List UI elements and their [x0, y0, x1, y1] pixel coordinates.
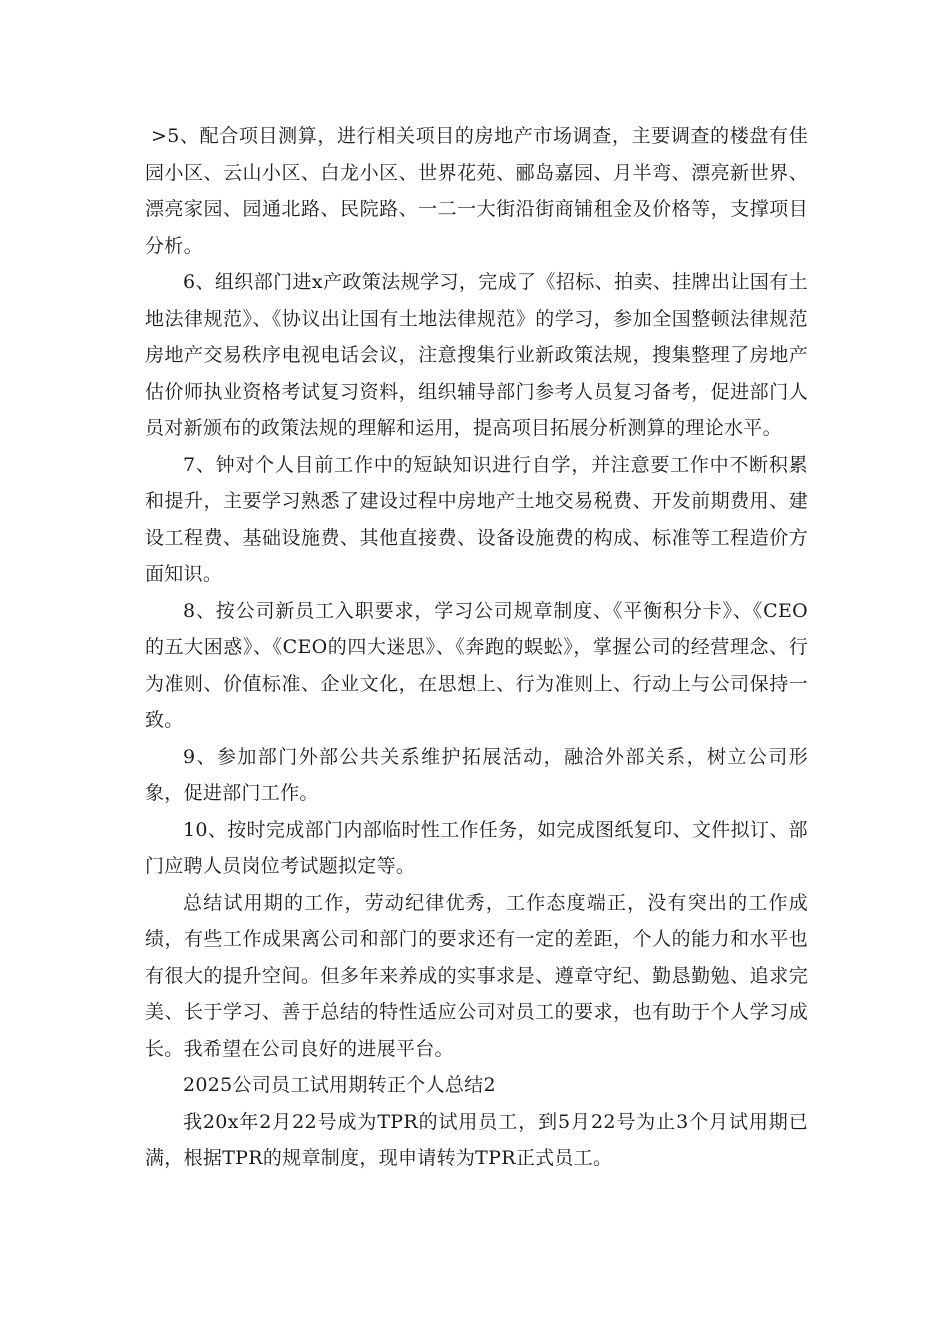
paragraph-item-10: 10、按时完成部门内部临时性工作任务，如完成图纸复印、文件拟订、部门应聘人员岗位考试题拟定等。 [145, 818, 808, 877]
paragraph-item-8: 8、按公司新员工入职要求，学习公司规章制度、《平衡积分卡》、《CEO的五大困惑》、《CEO的四大迷思》、《奔跑的蜈蚣》，掌握公司的经营理念、行为准则、价值标准、企业文化，在思想上、行为准则上、行动上与公司保持一致。 [145, 599, 808, 731]
intro-paragraph: 我20x年2月22号成为TPR的试用员工，到5月22号为止3个月试用期已满，根据TPR的规章制度，现申请转为TPR正式员工。 [145, 1110, 808, 1169]
paragraph-item-6: 6、组织部门进x产政策法规学习，完成了《招标、拍卖、挂牌出让国有土地法律规范》、《协议出让国有土地法律规范》的学习，参加全国整顿法律规范房地产交易秩序电视电话会议，注意搜集行业新政策法规，搜集整理了房地产估价师执业资格考试复习资料，组织辅导部门参考人员复习备考，促进部门人员对新颁布的政策法规的理解和运用，提高项目拓展分析测算的理论水平。 [145, 271, 808, 439]
section-heading: 2025公司员工试用期转正个人总结2 [183, 1074, 496, 1096]
summary-paragraph: 总结试用期的工作，劳动纪律优秀，工作态度端正，没有突出的工作成绩，有些工作成果离公司和部门的要求还有一定的差距，个人的能力和水平也有很大的提升空间。但多年来养成的实事求是、遵章守纪、勤恳勤勉、追求完美、长于学习、善于总结的特性适应公司对员工的要求，也有助于个人学习成长。我希望在公司良好的进展平台。 [145, 891, 808, 1060]
document-body [145, 118, 808, 1177]
paragraph-item-7: 7、钟对个人目前工作中的短缺知识进行自学，并注意要工作中不断积累和提升，主要学习熟悉了建设过程中房地产土地交易税费、开发前期费用、建设工程费、基础设施费、其他直接费、设备设施费的构成、标准等工程造价方面知识。 [145, 453, 808, 585]
paragraph-item-5: >5、配合项目测算，进行相关项目的房地产市场调查，主要调查的楼盘有佳园小区、云山小区、白龙小区、世界花苑、郦岛嘉园、月半弯、漂亮新世界、漂亮家园、园通北路、民院路、一二一大街沿街商铺租金及价格等，支撑项目分析。 [145, 125, 808, 257]
paragraph-item-9: 9、参加部门外部公共关系维护拓展活动，融洽外部关系，树立公司形象，促进部门工作。 [145, 745, 808, 804]
